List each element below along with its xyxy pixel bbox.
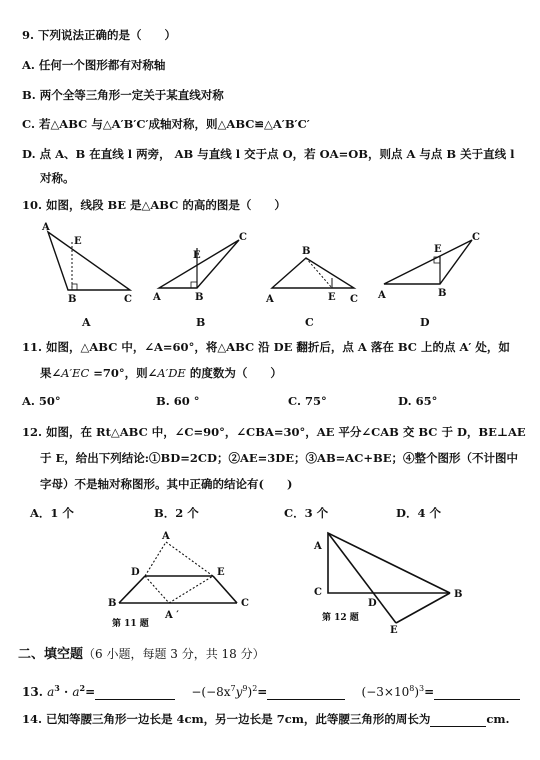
q10-stem: 10. 如图，线段 BE 是△ABC 的高的图是（ ）: [22, 198, 286, 212]
q12-option-b: B．2 个: [154, 506, 199, 520]
section-2-title: 二、填空题（6 小题，每题 3 分，共 18 分）: [18, 647, 265, 662]
q11-option-d: D. 65°: [398, 394, 438, 408]
q14-blank[interactable]: [430, 714, 486, 727]
q11-option-b: B. 60 °: [156, 394, 200, 408]
q11-option-a: A. 50°: [22, 394, 61, 408]
svg-text:B: B: [195, 292, 204, 303]
svg-text:C: C: [124, 294, 132, 305]
svg-text:A: A: [266, 294, 274, 305]
svg-text:E: E: [193, 250, 201, 261]
svg-text:E: E: [74, 236, 82, 247]
svg-text:C: C: [239, 232, 247, 243]
fig11-label-e: E: [217, 567, 225, 578]
fig11-label-b: B: [108, 598, 117, 609]
q9-option-d: D. 点 A、B 在直线 l 两旁， AB 与直线 l 交于点 O，若 OA=OB，则点 A 与点 B 关于直线 l: [22, 147, 515, 161]
q11-line1: 11. 如图，△ABC 中，∠A=60°，将△ABC 沿 DE 翻折后，点 A 落在 BC 上的点 A′ 处，如: [22, 340, 510, 354]
fig11-label-aprime: A ′: [165, 610, 179, 621]
fig12-label-c: C: [314, 587, 322, 598]
q13-line: 13. $a^3 \cdot a^2= -(-8x^7y^9)^2= (-3\times 10^8)^3=$: [22, 680, 520, 700]
q14-line: 14. 已知等腰三角形一边长是 4cm，另一边长是 7cm，此等腰三角形的周长为 cm.: [22, 712, 510, 726]
svg-text:A: A: [42, 222, 50, 233]
svg-text:A: A: [378, 290, 386, 301]
q12-line1: 12. 如图，在 Rt△ABC 中，∠C=90°，∠CBA=30°，AE 平分∠CAB 交 BC 于 D，BE⊥AE: [22, 425, 526, 439]
q10-figure-c: [262, 238, 372, 318]
q11-line2: 果∠A′EC =70°，则∠A′DE 的度数为（ ）: [40, 366, 282, 380]
svg-text:E: E: [328, 292, 336, 303]
fig12-label-a: A: [314, 541, 322, 552]
q12-line3: 字母）不是轴对称图形。其中正确的结论有( ): [40, 477, 293, 491]
svg-text:B: B: [302, 246, 311, 257]
svg-text:B: B: [438, 288, 447, 299]
fig12-label-b: B: [454, 589, 463, 600]
q12-line2: 于 E，给出下列结论:①BD=2CD；②AE=3DE；③AB=AC+BE；④整个图形（不计图中: [40, 451, 519, 465]
figure-11: [105, 528, 255, 628]
q13-blank-1[interactable]: [95, 687, 175, 700]
q9-stem: 9. 下列说法正确的是（ ）: [22, 28, 177, 42]
q13-blank-3[interactable]: [434, 687, 520, 700]
q9-option-c: C. 若△ABC 与△A′B′C′成轴对称，则△ABC≌△A′B′C′: [22, 117, 310, 131]
figure-12-caption: 第 12 题: [322, 613, 359, 623]
svg-text:B: B: [68, 294, 77, 305]
q12-option-d: D．4 个: [396, 506, 441, 520]
q9-option-d-cont: 对称。: [40, 171, 75, 185]
q10-figure-a: [38, 220, 138, 310]
svg-text:E: E: [434, 244, 442, 255]
q12-option-a: A．1 个: [30, 506, 74, 520]
q10-figure-label-c: C: [305, 316, 314, 329]
q13-blank-2[interactable]: [267, 687, 345, 700]
q10-figure-b: [145, 228, 255, 308]
svg-text:C: C: [472, 232, 480, 243]
q10-figure-label-a: A: [82, 316, 91, 329]
q11-option-c: C. 75°: [288, 394, 327, 408]
q9-option-b: B. 两个全等三角形一定关于某直线对称: [22, 88, 224, 102]
q10-figure-d: [376, 230, 491, 310]
fig11-label-d: D: [131, 567, 140, 578]
q10-figure-label-d: D: [420, 316, 430, 329]
svg-text:C: C: [350, 294, 358, 305]
fig11-label-c: C: [241, 598, 249, 609]
figure-11-caption: 第 11 题: [112, 619, 149, 629]
q10-figure-label-b: B: [196, 316, 206, 329]
q9-option-a: A. 任何一个图形都有对称轴: [22, 58, 166, 72]
fig11-label-a: A: [162, 531, 170, 542]
fig12-label-e: E: [390, 625, 398, 636]
fig12-label-d: D: [368, 598, 377, 609]
svg-text:A: A: [153, 292, 161, 303]
q12-option-c: C．3 个: [284, 506, 329, 520]
